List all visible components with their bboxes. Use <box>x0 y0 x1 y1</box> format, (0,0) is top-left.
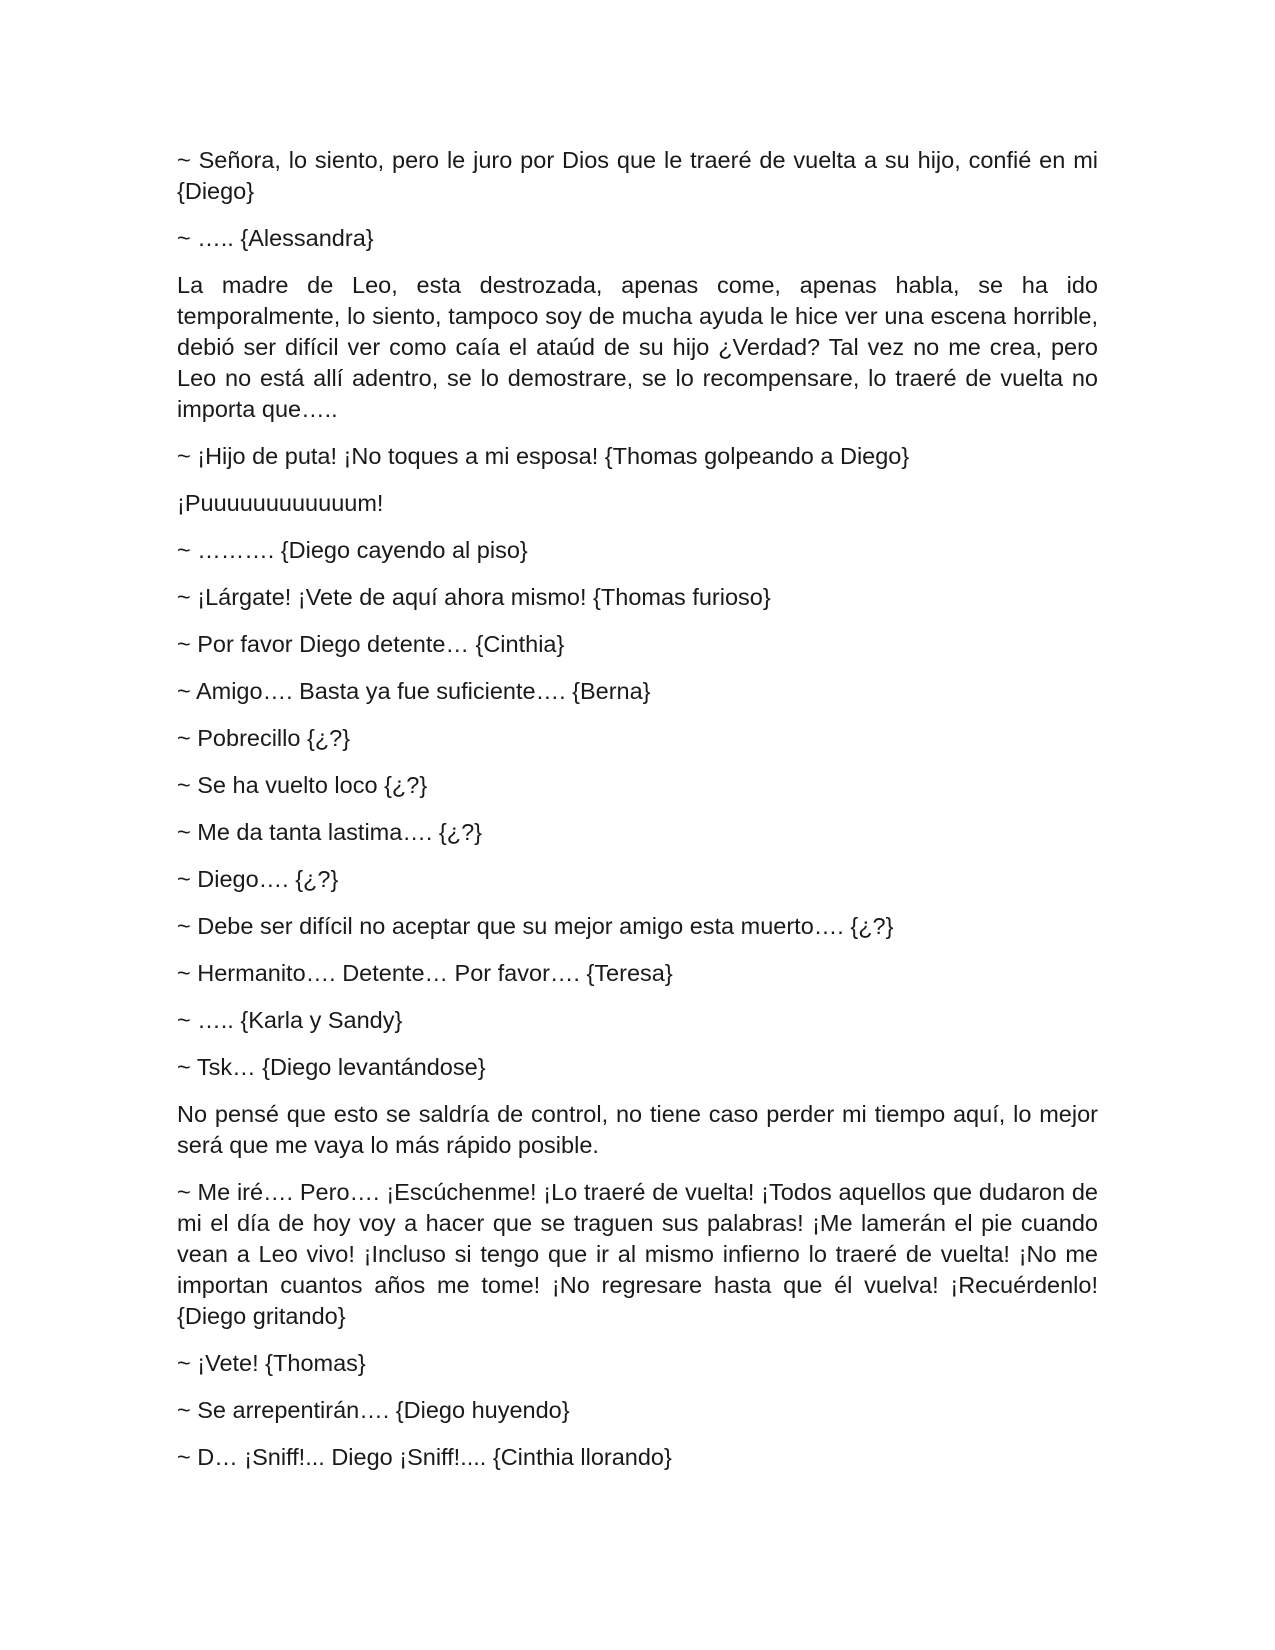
paragraph: ~ Amigo…. Basta ya fue suficiente…. {Berna} <box>177 678 651 704</box>
paragraph: ~ Me iré…. Pero…. ¡Escúchenme! ¡Lo traeré de vuelta! ¡Todos aquellos que dudaron de mi el día de hoy voy a hacer que se traguen sus palabras! ¡Me lamerán el pie cuando vean a Leo vivo! ¡Incluso si tengo que ir al mismo infierno lo traeré de vuelta! ¡No me importan cuantos años me tome! ¡No regresare hasta que él vuelva! ¡Recuérdenlo! {Diego gritando} <box>177 1179 1098 1329</box>
paragraph: ~ D… ¡Sniff!... Diego ¡Sniff!.... {Cinthia llorando} <box>177 1444 672 1470</box>
paragraph: ~ Por favor Diego detente… {Cinthia} <box>177 631 565 657</box>
paragraph: ~ ….. {Alessandra} <box>177 225 374 251</box>
paragraph: ~ ¡Lárgate! ¡Vete de aquí ahora mismo! {Thomas furioso} <box>177 584 771 610</box>
paragraph: La madre de Leo, esta destrozada, apenas come, apenas habla, se ha ido temporalmente, lo siento, tampoco soy de mucha ayuda le hice ver una escena horrible, debió ser difícil ver como caía el ataúd de su hijo ¿Verdad? Tal vez no me crea, pero Leo no está allí adentro, se lo demostrare, se lo recompensare, lo traeré de vuelta no importa que….. <box>177 272 1098 422</box>
document-body <box>177 145 1098 1473</box>
paragraph: ~ Debe ser difícil no aceptar que su mejor amigo esta muerto…. {¿?} <box>177 913 894 939</box>
paragraph: ~ ¡Vete! {Thomas} <box>177 1350 366 1376</box>
paragraph: ~ ………. {Diego cayendo al piso} <box>177 537 528 563</box>
paragraph: ~ Me da tanta lastima…. {¿?} <box>177 819 483 845</box>
paragraph: ~ Diego…. {¿?} <box>177 866 339 892</box>
paragraph: ~ Hermanito…. Detente… Por favor…. {Teresa} <box>177 960 673 986</box>
paragraph: ~ Tsk… {Diego levantándose} <box>177 1054 486 1080</box>
paragraph: ~ ….. {Karla y Sandy} <box>177 1007 403 1033</box>
paragraph: ~ Pobrecillo {¿?} <box>177 725 351 751</box>
paragraph: ¡Puuuuuuuuuuuum! <box>177 490 384 516</box>
paragraph: ~ Se ha vuelto loco {¿?} <box>177 772 428 798</box>
paragraph: No pensé que esto se saldría de control, no tiene caso perder mi tiempo aquí, lo mejor será que me vaya lo más rápido posible. <box>177 1101 1098 1158</box>
paragraph: ~ ¡Hijo de puta! ¡No toques a mi esposa! {Thomas golpeando a Diego} <box>177 443 910 469</box>
paragraph: ~ Señora, lo siento, pero le juro por Dios que le traeré de vuelta a su hijo, confié en mi {Diego} <box>177 147 1098 204</box>
paragraph: ~ Se arrepentirán…. {Diego huyendo} <box>177 1397 570 1423</box>
